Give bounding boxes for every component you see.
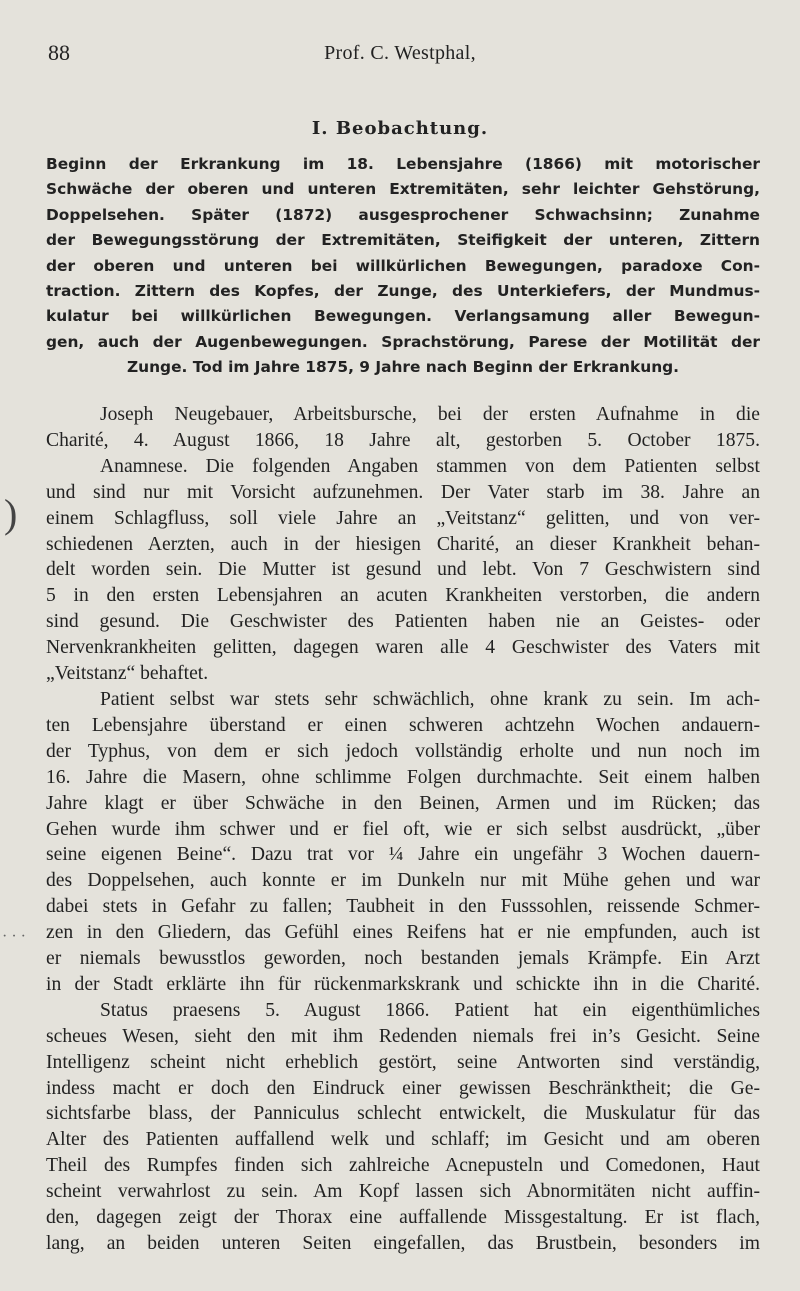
body-line: der Typhus, von dem er sich jedoch vollständig erholte und nun noch im	[46, 740, 760, 762]
body-line: ten Lebensjahre überstand er einen schweren achtzehn Wochen andauern-	[46, 714, 760, 736]
summary-line: gen, auch der Augenbewegungen. Sprachstörung, Parese der Motilität der	[46, 332, 760, 351]
body-line: Jahre klagt er über Schwäche in den Beinen, Armen und im Rücken; das	[46, 792, 760, 814]
body-line: und sind nur mit Vorsicht aufzunehmen. Der Vater starb im 38. Jahre an	[46, 481, 760, 503]
body-line: Intelligenz scheint nicht erheblich gestört, seine Antworten sind verständig,	[46, 1051, 760, 1073]
summary-line: Beginn der Erkrankung im 18. Lebensjahre (1866) mit motorischer	[46, 155, 760, 173]
body-line: „Veitstanz“ behaftet.	[46, 663, 209, 685]
body-line: zen in den Gliedern, das Gefühl eines Reifens hat er nie empfunden, auch ist	[46, 922, 760, 944]
body-line: Nervenkrankheiten gelitten, dagegen waren alle 4 Geschwister des Vaters mit	[46, 637, 760, 659]
body-line: scheues Wesen, sieht den mit ihm Redenden niemals frei in’s Gesicht. Seine	[46, 1025, 760, 1047]
body-line: indess macht er doch den Eindruck einer gewissen Beschränktheit; die Ge-	[46, 1077, 760, 1099]
body-line: in der Stadt erklärte ihn für rückenmarkskrank und schickte ihn in die Charité.	[46, 973, 760, 995]
case-summary	[46, 152, 760, 381]
section-title: I. Beobachtung.	[311, 118, 489, 139]
summary-line: Doppelsehen. Später (1872) ausgesprochener Schwachsinn; Zunahme	[46, 205, 760, 224]
running-head: Prof. C. Westphal,	[324, 42, 476, 64]
body-line: einem Schlagfluss, soll viele Jahre an „Veitstanz“ gelitten, und von ver-	[46, 507, 760, 529]
body-line: dabei stets in Gefahr zu fallen; Taubheit in den Fusssohlen, reissende Schmer-	[46, 896, 760, 918]
summary-line: der Bewegungsstörung der Extremitäten, Steifigkeit der unteren, Zittern	[46, 231, 760, 250]
body-line: lang, an beiden unteren Seiten eingefallen, das Brustbein, besonders im	[46, 1233, 760, 1254]
body-line: delt worden sein. Die Mutter ist gesund und lebt. Von 7 Geschwistern sind	[46, 559, 760, 581]
body-line: Anamnese. Die folgenden Angaben stammen von dem Patienten selbst	[100, 455, 760, 477]
body-line: 16. Jahre die Masern, ohne schlimme Folgen durchmachte. Seit einem halben	[46, 766, 760, 788]
summary-line: kulatur bei willkürlichen Bewegungen. Verlangsamung aller Bewegun-	[46, 307, 760, 326]
body-line: Charité, 4. August 1866, 18 Jahre alt, gestorben 5. October 1875.	[46, 429, 760, 451]
body-line: Alter des Patienten auffallend welk und schlaff; im Gesicht und am oberen	[46, 1129, 760, 1151]
margin-pencil-mark: )	[4, 491, 18, 536]
summary-line: traction. Zittern des Kopfes, der Zunge, des Unterkiefers, der Mundmus-	[46, 282, 760, 301]
page-header	[40, 36, 760, 68]
body-line: schiedenen Aerzten, auch in der hiesigen Charité, an dieser Krankheit behan-	[46, 533, 760, 555]
body-line: sichtsfarbe blass, der Panniculus schlecht entwickelt, die Muskulatur für das	[46, 1103, 760, 1125]
margin-dots: · · ·	[2, 928, 26, 945]
body-line: Status praesens 5. August 1866. Patient hat ein eigenthümliches	[100, 999, 760, 1021]
summary-line: Schwäche der oberen und unteren Extremitäten, sehr leichter Gehstörung,	[46, 180, 760, 199]
body-line: Theil des Rumpfes finden sich zahlreiche Acnepusteln und Comedonen, Haut	[46, 1155, 760, 1177]
body-line: scheint verwahrlost zu sein. Am Kopf lassen sich Abnormitäten nicht auffin-	[46, 1181, 760, 1203]
page-number: 88	[48, 40, 70, 65]
body-line: 5 in den ersten Lebensjahren an acuten Krankheiten verstorben, die andern	[46, 585, 760, 607]
summary-line: der oberen und unteren bei willkürlichen Bewegungen, paradoxe Con-	[46, 256, 760, 275]
summary-line: Zunge. Tod im Jahre 1875, 9 Jahre nach Beginn der Erkrankung.	[126, 358, 680, 377]
body-line: Gehen wurde ihm schwer und er fiel oft, wie er sich selbst ausdrückt, „über	[46, 818, 760, 840]
body-line: den, dagegen zeigt der Thorax eine auffallende Missgestaltung. Er ist flach,	[46, 1207, 760, 1229]
body-line: Joseph Neugebauer, Arbeitsbursche, bei der ersten Aufnahme in die	[100, 404, 760, 425]
body-line: seine eigenen Beine“. Dazu trat vor ¼ Jahre ein ungefähr 3 Wochen dauern-	[46, 844, 760, 866]
body-line: sind gesund. Die Geschwister des Patienten haben nie an Geistes- oder	[46, 611, 760, 633]
body-line: des Doppelsehen, auch konnte er im Dunkeln nur mit Mühe gehen und war	[46, 870, 760, 892]
body-line: Patient selbst war stets sehr schwächlich, ohne krank zu sein. Im ach-	[100, 688, 760, 710]
body-line: er niemals bewusstlos geworden, noch bestanden jemals Krämpfe. Ein Arzt	[46, 948, 760, 970]
case-report-body	[46, 402, 760, 1257]
